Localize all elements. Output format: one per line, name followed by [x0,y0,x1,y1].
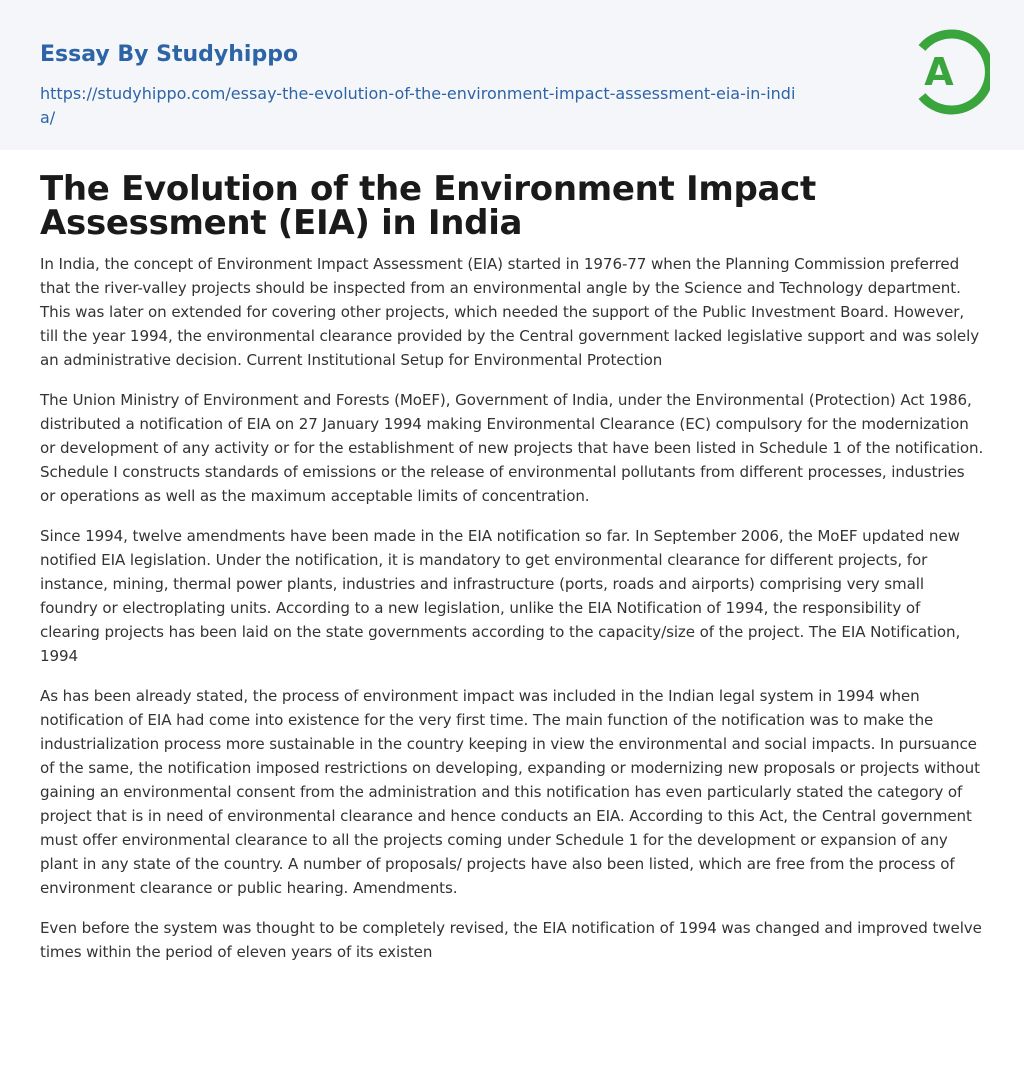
paragraph: Even before the system was thought to be completely revised, the EIA notification of 1994 was changed and improved twelve times within the period of eleven years of its existen [40,919,982,961]
paragraph: The Union Ministry of Environment and Forests (MoEF), Government of India, under the Environmental (Protection) Act 1986, distributed a notification of EIA on 27 January 1994 making Environmental Clearance (EC) compulsory for the modernization or development of any activity or for the establishment of new projects that have been listed in Schedule 1 of the notification. Schedule I constructs standards of emissions or the release of environmental pollutants from different processes, industries or operations as well as the maximum acceptable limits of concentration. [40,391,984,505]
paragraph: In India, the concept of Environment Impact Assessment (EIA) started in 1976-77 when the Planning Commission preferred that the river-valley projects should be inspected from an environmental angle by the Science and Technology department. This was later on extended for covering other projects, which needed the support of the Public Investment Board. However, till the year 1994, the environmental clearance provided by the Central government lacked legislative support and was solely an administrative decision. Current Institutional Setup for Environmental Protection [40,255,980,369]
article [0,150,1024,964]
article-title: The Evolution of the Environment Impact Assessment (EIA) in India [40,169,816,243]
site-header [0,0,1024,150]
logo-letter: A [924,50,954,94]
paragraph: As has been already stated, the process of environment impact was included in the Indian legal system in 1994 when notification of EIA had come into existence for the very first time. The main function of the notification was to make the industrialization process more sustainable in the country keeping in view the environmental and social impacts. In pursuance of the same, the notification imposed restrictions on developing, expanding or modernizing new proposals or projects without gaining an environmental consent from the administration and this notification has even particularly stated the category of project that is in need of environmental clearance and hence conducts an EIA. According to this Act, the Central government must offer environmental clearance to all the projects coming under Schedule 1 for the development or expansion of any plant in any state of the country. A number of proposals/ projects have also been listed, which are free from the process of environment clearance or public hearing. Amendments. [40,687,980,897]
essay-url-link[interactable]: https://studyhippo.com/essay-the-evolution-of-the-environment-impact-assessment-eia-in-india/ [40,84,796,127]
studyhippo-logo-icon[interactable] [910,28,990,116]
brand-title: Essay By Studyhippo [40,42,299,67]
paragraph: Since 1994, twelve amendments have been made in the EIA notification so far. In September 2006, the MoEF updated new notified EIA legislation. Under the notification, it is mandatory to get environmental clearance for different projects, for instance, mining, thermal power plants, industries and infrastructure (ports, roads and airports) comprising very small foundry or electroplating units. According to a new legislation, unlike the EIA Notification of 1994, the responsibility of clearing projects has been laid on the state governments according to the capacity/size of the project. The EIA Notification, 1994 [40,527,961,665]
